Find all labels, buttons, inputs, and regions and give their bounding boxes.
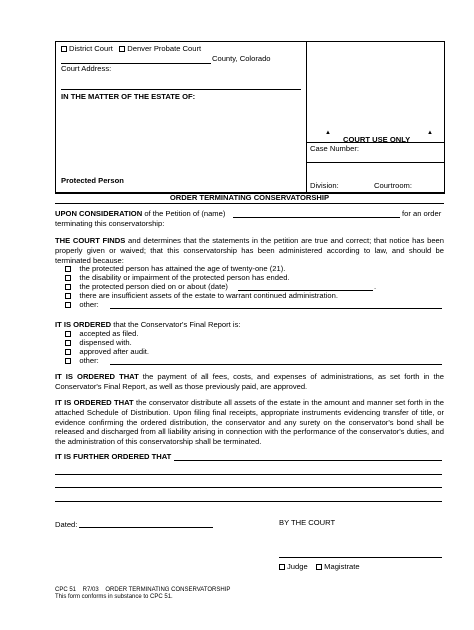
magistrate-checkbox[interactable] (316, 564, 322, 570)
upon-lead: UPON CONSIDERATION (55, 209, 143, 218)
ordered2-text: the payment of all fees, costs, and expenses of administrations, as set forth in the Conservator's Final Report, as well as those previously paid, are approved. (55, 372, 444, 391)
further-blank-0[interactable] (174, 460, 442, 461)
ordered3-text: the conservator distribute all assets of the estate in the amount and manner set forth in the attached Schedule of Distribution. Upon filing final receipts, appropriate instruments evidencing transfer of title, or evidence confirming the ordered distribution, the conservator and any surety on the conservator's bond shall be released and discharged from all liability arising in connection with the performance of the conservator's duties, and the administration of this conservatorship shall be terminated. (55, 398, 444, 447)
judge-label: Judge (287, 562, 308, 571)
ordered2-lead: IT IS ORDERED THAT (55, 372, 139, 381)
triangle-right-icon: ▲ (427, 130, 433, 136)
case-divider-bottom (306, 162, 444, 163)
further-blank-1[interactable] (55, 474, 442, 475)
caption-divider (306, 41, 307, 192)
court-use-only: COURT USE ONLY (343, 135, 411, 144)
finds-text: and determines that the statements in the petition are true and correct; that notice has been properly given or waived; that this conservatorship has been administered according to law, and should be terminated because: (55, 236, 444, 265)
finds-checkbox-4[interactable] (65, 302, 71, 308)
ordered1-checkbox-2[interactable] (65, 349, 71, 355)
ordered1-option-label: approved after audit. (79, 347, 150, 356)
finds-checkbox-2[interactable] (65, 284, 71, 290)
case-number-label: Case Number: (310, 144, 359, 153)
ordered3-paragraph (55, 398, 444, 447)
upon-text3: terminating this conservatorship: (55, 219, 165, 228)
order-title: ORDER TERMINATING CONSERVATORSHIP (169, 193, 330, 202)
petitioner-name-blank[interactable] (233, 217, 400, 218)
magistrate-label: Magistrate (324, 562, 360, 571)
ordered1-option-label: accepted as filed. (79, 329, 139, 338)
dated-label: Dated: (55, 520, 78, 529)
ordered1-option-3 (65, 356, 99, 366)
ordered3-lead: IT IS ORDERED THAT (55, 398, 134, 407)
ordered1-checkbox-3[interactable] (65, 358, 71, 364)
ordered1-checkbox-0[interactable] (65, 331, 71, 337)
triangle-left-icon: ▲ (325, 130, 331, 136)
protected-person-label: Protected Person (61, 176, 124, 185)
probate-court-label: Denver Probate Court (127, 44, 202, 53)
ordered2-paragraph (55, 372, 444, 392)
court-finds-paragraph (55, 236, 444, 265)
matter-title: IN THE MATTER OF THE ESTATE OF: (61, 92, 196, 101)
upon-consideration-line (55, 209, 225, 219)
district-court-label: District Court (69, 44, 113, 53)
further-blank-2[interactable] (55, 487, 442, 488)
court-checkboxes (61, 44, 201, 54)
finds-option-label: the protected person has attained the age of twenty-one (21). (79, 264, 286, 273)
by-the-court: BY THE COURT (279, 518, 336, 527)
further-blank-3[interactable] (55, 501, 442, 502)
finds-checkbox-1[interactable] (65, 275, 71, 281)
title-bottom-rule (55, 203, 444, 204)
ordered1-other-blank[interactable] (110, 364, 442, 365)
division-label: Division: (310, 181, 339, 190)
finds-option-3 (65, 291, 338, 301)
court-address-label: Court Address: (61, 64, 112, 73)
finds-lead: THE COURT FINDS (55, 236, 126, 245)
finds-option-4 (65, 300, 99, 310)
ordered1-option-label: other: (79, 356, 99, 365)
ordered1-checkbox-1[interactable] (65, 340, 71, 346)
upon-text2: for an order (402, 209, 442, 218)
courtroom-label: Courtroom: (374, 181, 412, 190)
finds-option-label: other: (79, 300, 99, 309)
district-court-checkbox[interactable] (61, 46, 67, 52)
finds-other-blank[interactable] (110, 308, 442, 309)
county-label: County, Colorado (212, 54, 271, 63)
matter-rule (61, 89, 301, 90)
finds-checkbox-0[interactable] (65, 266, 71, 272)
ordered1-text: that the Conservator's Final Report is: (113, 320, 241, 329)
probate-court-checkbox[interactable] (119, 46, 125, 52)
ordered1-lead: IT IS ORDERED (55, 320, 112, 329)
judge-signature-line[interactable] (279, 557, 442, 558)
finds-option-label: the disability or impairment of the protected person has ended. (79, 273, 290, 282)
footer-line2: This form conforms in substance to CPC 51. (55, 594, 173, 600)
finds-option-label: there are insufficient assets of the estate to warrant continued administration. (79, 291, 338, 300)
judge-magistrate-options (279, 562, 360, 572)
death-date-period: . (374, 282, 377, 291)
dated-blank[interactable] (79, 527, 213, 528)
further-ordered-lead: IT IS FURTHER ORDERED THAT (55, 452, 172, 461)
footer-line1: CPC 51 R7/03 ORDER TERMINATING CONSERVATORSHIP (55, 587, 231, 593)
judge-checkbox[interactable] (279, 564, 285, 570)
finds-option-label: the protected person died on or about (date) (79, 282, 228, 291)
upon-text1: of the Petition of (name) (144, 209, 226, 218)
finds-checkbox-3[interactable] (65, 293, 71, 299)
ordered1-option-label: dispensed with. (79, 338, 132, 347)
